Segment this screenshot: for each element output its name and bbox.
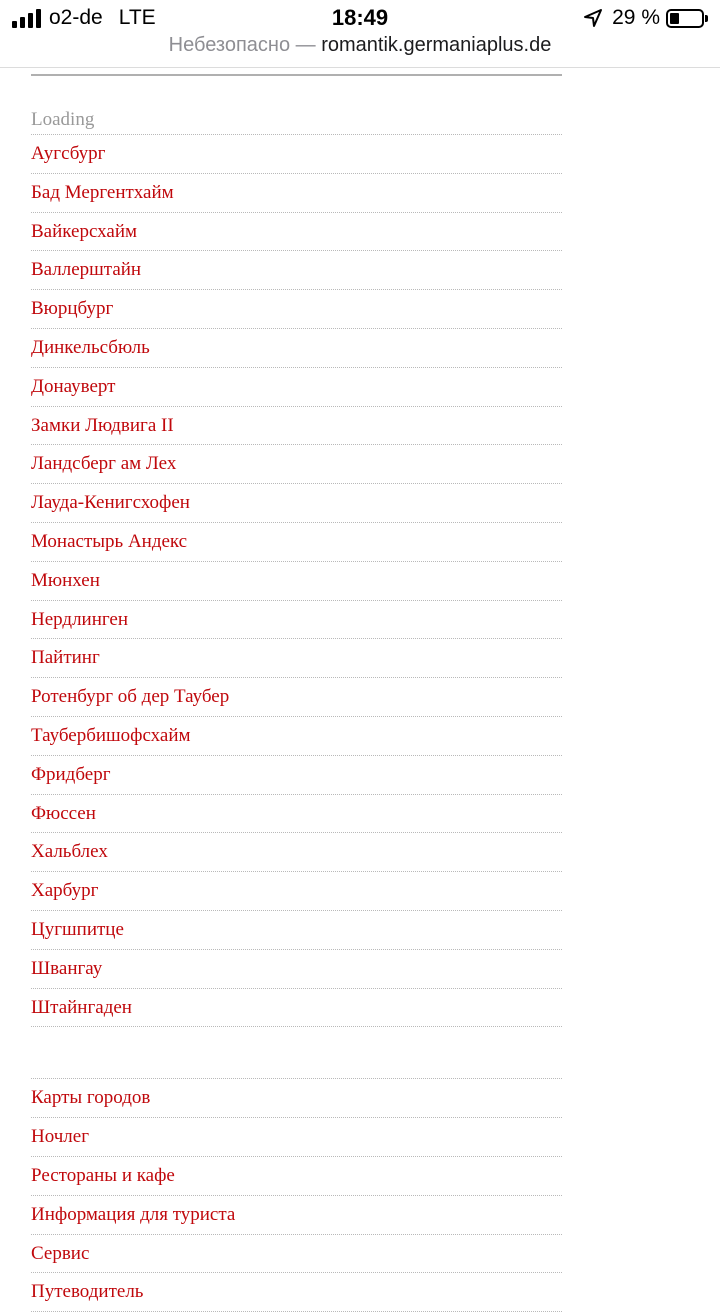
city-list <box>31 135 562 1027</box>
city-item-link[interactable]: Монастырь Андекс <box>31 530 188 552</box>
city-item <box>31 639 562 678</box>
menu-item-link[interactable]: Информация для туриста <box>31 1203 236 1225</box>
city-item-link[interactable]: Пайтинг <box>31 647 100 669</box>
city-item <box>31 523 562 562</box>
city-item-link[interactable]: Нердлинген <box>31 608 129 630</box>
city-item <box>31 251 562 290</box>
city-item <box>31 290 562 329</box>
menu-item <box>31 1273 562 1312</box>
page-content <box>31 68 562 1312</box>
city-item <box>31 329 562 368</box>
city-item <box>31 562 562 601</box>
menu-item-link[interactable]: Сервис <box>31 1242 90 1264</box>
city-item-link[interactable]: Ротенбург об дер Таубер <box>31 686 230 708</box>
city-item-link[interactable]: Аугсбург <box>31 143 106 164</box>
carrier-name: o2-de <box>49 6 103 29</box>
address-bar[interactable] <box>0 34 720 68</box>
network-type: LTE <box>118 6 156 29</box>
city-item <box>31 911 562 950</box>
city-item-link[interactable]: Донауверт <box>31 375 116 397</box>
city-item <box>31 135 562 174</box>
loading-label: Loading <box>31 102 562 135</box>
top-divider <box>31 74 562 76</box>
city-item <box>31 717 562 756</box>
location-arrow-icon <box>584 9 602 27</box>
city-item-link[interactable]: Динкельсбюль <box>31 336 150 358</box>
status-time: 18:49 <box>331 5 389 30</box>
city-item-link[interactable]: Вайкерсхайм <box>31 220 138 242</box>
menu-item-link[interactable]: Карты городов <box>31 1087 151 1109</box>
city-item <box>31 756 562 795</box>
city-item-link[interactable]: Фридберг <box>31 763 111 785</box>
city-item <box>31 174 562 213</box>
city-item-link[interactable]: Фюссен <box>31 802 96 824</box>
city-item-link[interactable]: Валлерштайн <box>31 259 142 281</box>
city-item-link[interactable]: Бад Мергентхайм <box>31 181 174 203</box>
menu-item <box>31 1157 562 1196</box>
battery-fill <box>670 13 679 24</box>
insecure-label: Небезопасно — <box>168 34 316 56</box>
city-item-link[interactable]: Таубербишофсхайм <box>31 724 191 746</box>
menu-item-link[interactable]: Рестораны и кафе <box>31 1164 175 1186</box>
city-item <box>31 989 562 1028</box>
menu-item <box>31 1235 562 1274</box>
site-menu <box>31 1078 562 1312</box>
battery-icon <box>666 9 708 28</box>
menu-item-link[interactable]: Путеводитель <box>31 1281 144 1303</box>
city-item-link[interactable]: Лауда-Кенигсхофен <box>31 492 190 514</box>
status-bar <box>0 0 720 36</box>
city-item-link[interactable]: Харбург <box>31 880 99 902</box>
city-item <box>31 213 562 252</box>
city-item <box>31 407 562 446</box>
url-domain: romantik.germaniaplus.de <box>321 34 552 56</box>
city-item <box>31 601 562 640</box>
city-item <box>31 950 562 989</box>
city-item <box>31 484 562 523</box>
menu-item <box>31 1196 562 1235</box>
battery-percent: 29 % <box>612 6 660 29</box>
city-item <box>31 368 562 407</box>
menu-item <box>31 1079 562 1118</box>
city-item-link[interactable]: Цугшпитце <box>31 918 124 940</box>
city-item-link[interactable]: Ландсберг ам Лех <box>31 453 177 475</box>
city-item <box>31 678 562 717</box>
city-item-link[interactable]: Швангау <box>31 957 103 979</box>
city-item <box>31 872 562 911</box>
city-item-link[interactable]: Вюрцбург <box>31 298 114 320</box>
city-item <box>31 445 562 484</box>
status-right <box>584 6 708 30</box>
menu-item-link[interactable]: Ночлег <box>31 1126 89 1148</box>
city-item-link[interactable]: Мюнхен <box>31 569 100 591</box>
city-item-link[interactable]: Штайнгаден <box>31 996 132 1018</box>
city-item <box>31 833 562 872</box>
menu-item <box>31 1118 562 1157</box>
city-item <box>31 795 562 834</box>
city-item-link[interactable]: Хальблех <box>31 841 108 863</box>
city-item-link[interactable]: Замки Людвига II <box>31 414 174 436</box>
